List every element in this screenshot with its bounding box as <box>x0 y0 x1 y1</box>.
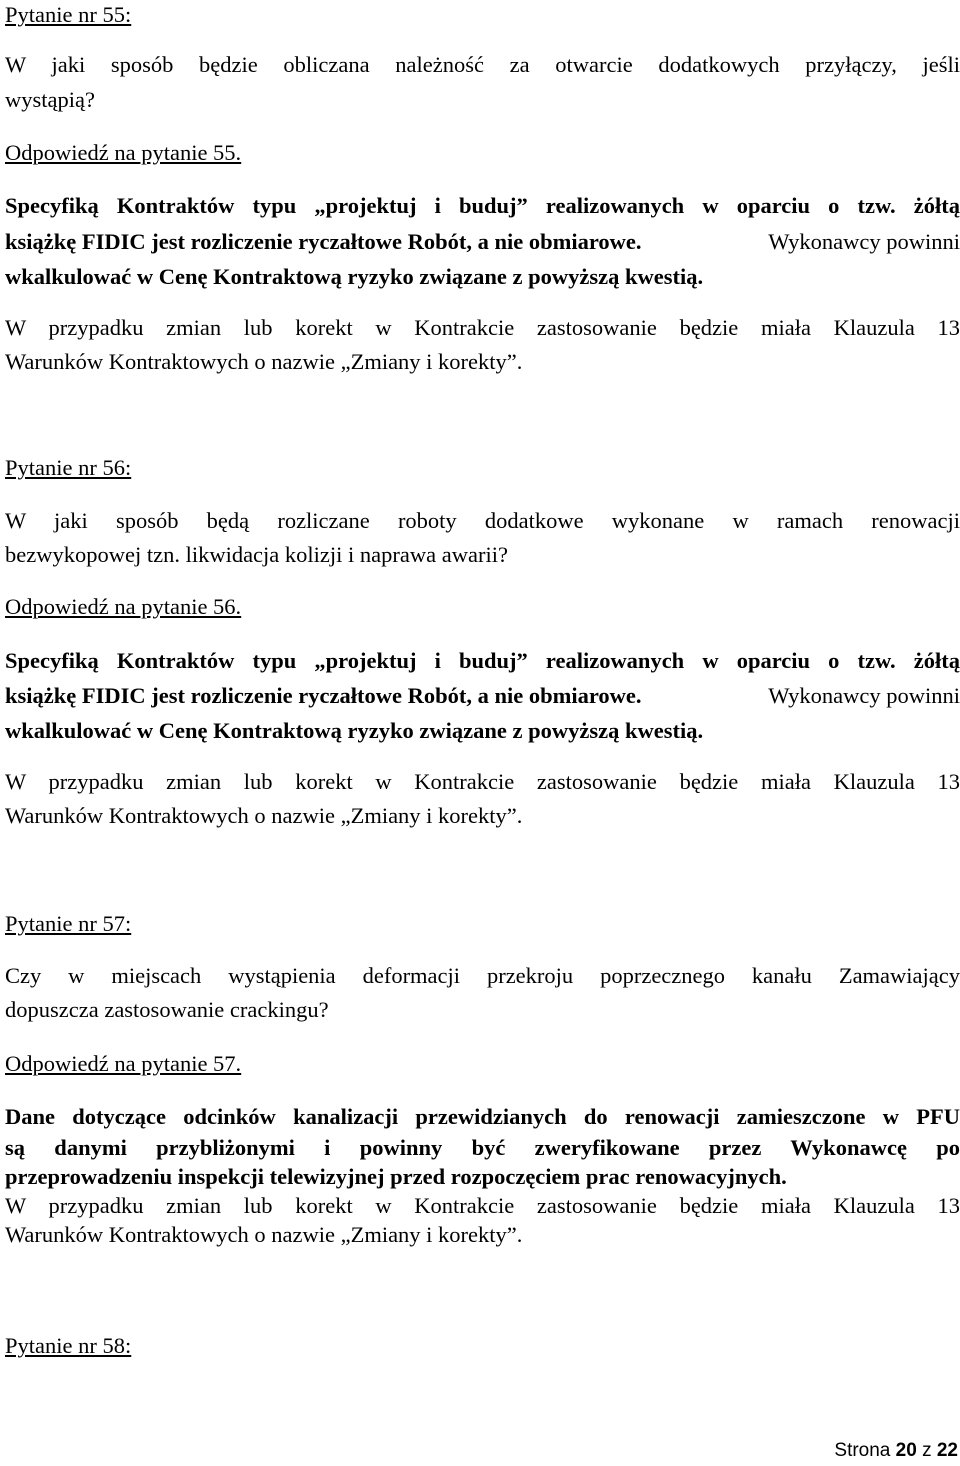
answer-heading: Odpowiedź na pytanie 56. <box>5 594 242 619</box>
question-heading: Pytanie nr 58: <box>5 1333 132 1358</box>
answer-text-bold: książkę FIDIC jest rozliczenie ryczałtowe Robót, a nie obmiarowe. <box>5 229 642 254</box>
answer-text-line: Specyfiką Kontraktów typu „projektuj i buduj” realizowanych w oparciu o tzw. żółtą <box>5 648 960 673</box>
answer-text-line: Warunków Kontraktowych o nazwie „Zmiany i korekty”. <box>5 1222 523 1247</box>
answer-text-line: W przypadku zmian lub korekt w Kontrakcie zastosowanie będzie miała Klauzula 13 <box>5 315 960 340</box>
answer-text-line-mixed <box>5 227 960 257</box>
answer-text-regular: Wykonawcy powinni <box>768 229 960 254</box>
answer-text-line: Warunków Kontraktowych o nazwie „Zmiany i korekty”. <box>5 349 523 374</box>
question-heading: Pytanie nr 55: <box>5 2 132 27</box>
answer-text-line: są danymi przybliżonymi i powinny być zweryfikowane przez Wykonawcę po <box>5 1135 960 1160</box>
answer-text-line: wkalkulować w Cenę Kontraktową ryzyko związane z powyższą kwestią. <box>5 718 704 743</box>
total-pages: 22 <box>936 1440 958 1461</box>
question-heading: Pytanie nr 57: <box>5 911 132 936</box>
answer-text-line: Specyfiką Kontraktów typu „projektuj i buduj” realizowanych w oparciu o tzw. żółtą <box>5 193 960 218</box>
question-text-line: bezwykopowej tzn. likwidacja kolizji i naprawa awarii? <box>5 542 508 567</box>
page-number-separator: z <box>916 1440 937 1461</box>
question-text-line: Czy w miejscach wystąpienia deformacji przekroju poprzecznego kanału Zamawiający <box>5 963 960 988</box>
answer-text-line: Dane dotyczące odcinków kanalizacji przewidzianych do renowacji zamieszczone w PFU <box>5 1104 960 1129</box>
question-text-line: W jaki sposób będą rozliczane roboty dodatkowe wykonane w ramach renowacji <box>5 508 960 533</box>
current-page: 20 <box>895 1440 917 1461</box>
answer-heading: Odpowiedź na pytanie 57. <box>5 1051 242 1076</box>
question-text-line: wystąpią? <box>5 87 95 112</box>
answer-heading: Odpowiedź na pytanie 55. <box>5 140 242 165</box>
answer-text-line: wkalkulować w Cenę Kontraktową ryzyko związane z powyższą kwestią. <box>5 264 704 289</box>
page-number-prefix: Strona <box>834 1440 896 1461</box>
answer-text-line: przeprowadzeniu inspekcji telewizyjnej przed rozpoczęciem prac renowacyjnych. <box>5 1164 787 1189</box>
answer-text-line: W przypadku zmian lub korekt w Kontrakcie zastosowanie będzie miała Klauzula 13 <box>5 1193 960 1218</box>
answer-text-line-mixed <box>5 681 960 711</box>
question-text-line: dopuszcza zastosowanie crackingu? <box>5 997 329 1022</box>
page-number <box>834 1440 958 1462</box>
answer-text-bold: książkę FIDIC jest rozliczenie ryczałtowe Robót, a nie obmiarowe. <box>5 683 642 708</box>
answer-text-line: W przypadku zmian lub korekt w Kontrakcie zastosowanie będzie miała Klauzula 13 <box>5 769 960 794</box>
answer-text-regular: Wykonawcy powinni <box>768 683 960 708</box>
answer-text-line: Warunków Kontraktowych o nazwie „Zmiany i korekty”. <box>5 803 523 828</box>
question-heading: Pytanie nr 56: <box>5 455 132 480</box>
question-text-line: W jaki sposób będzie obliczana należność za otwarcie dodatkowych przyłączy, jeśli <box>5 52 960 77</box>
